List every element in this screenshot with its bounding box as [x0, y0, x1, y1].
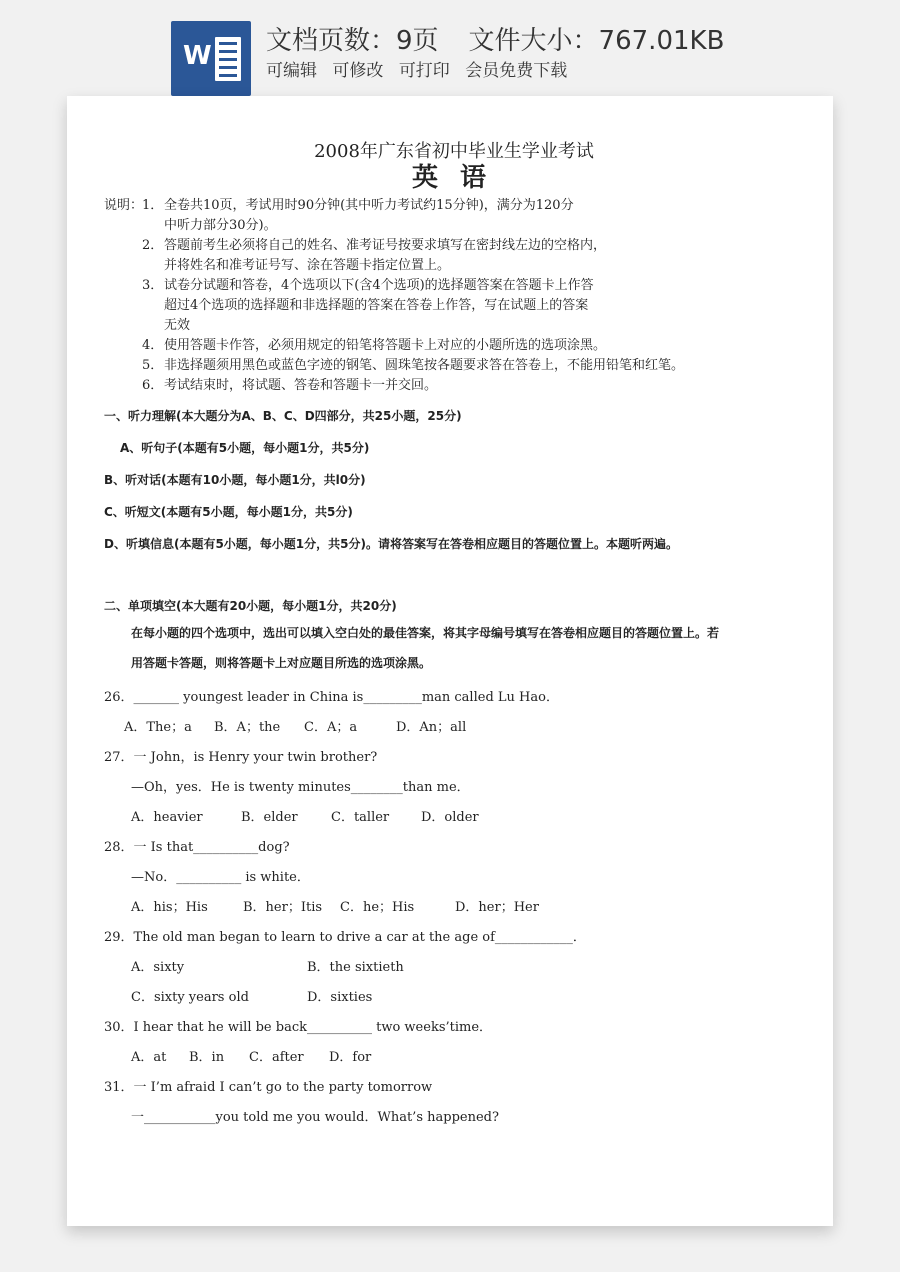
instruction-number: 4．: [142, 338, 164, 353]
instruction-text: 使用答题卡作答，必须用规定的铅笔将答题卡上对应的小题所选的选项涂黑。: [164, 338, 607, 353]
question-stem: 30．I hear that he will be back__________ two weeks’time．: [104, 1020, 493, 1035]
question-reply: —Oh，yes．He is twenty minutes________than me．: [131, 780, 470, 795]
instruction-number: 6．: [142, 378, 164, 393]
question-28: [104, 838, 804, 918]
document-lines-icon: [215, 37, 241, 81]
section-listening-c: C、听短文(本题有5小题，每小题1分，共5分): [104, 505, 353, 519]
instruction-number: 5．: [142, 358, 164, 373]
question-stem: 26．_______ youngest leader in China is_________man called Lu Hao．: [104, 690, 559, 705]
instruction-number: 1．: [142, 198, 164, 213]
exam-subject: 英语: [411, 163, 508, 193]
instruction-text: 中听力部分30分)。: [164, 218, 277, 233]
instruction-text: 答题前考生必须将自己的姓名、准考证号按要求填写在密封线左边的空格内，: [164, 238, 607, 253]
exam-title: 2008年广东省初中毕业生学业考试: [314, 141, 594, 162]
option: C．A；a: [304, 720, 358, 735]
option: C．sixty years old: [131, 990, 249, 1005]
option: D．sixties: [307, 990, 373, 1005]
option: D．An；all: [396, 720, 467, 735]
question-options: [104, 808, 804, 828]
question-26: [104, 688, 804, 738]
question-reply: 一___________you told me you would．What’s happened?: [131, 1110, 499, 1125]
instruction-text: 非选择题须用黑色或蓝色字迹的钢笔、圆珠笔按各题要求答在答卷上，不能用铅笔和红笔。: [164, 358, 685, 373]
instruction-text: 超过4个选项的选择题和非选择题的答案在答卷上作答，写在试题上的答案: [164, 298, 589, 313]
instruction-number: 2．: [142, 238, 164, 253]
option: C．he；His: [340, 900, 415, 915]
instruction-item: [104, 196, 804, 236]
option: C．after: [249, 1050, 304, 1065]
page-count: 文档页数：9页: [266, 26, 439, 56]
question-stem: 27．一 John，is Henry your twin brother?: [104, 750, 378, 765]
feature-modifiable: 可修改: [332, 61, 384, 81]
question-options: [104, 718, 804, 738]
question-29: [104, 928, 804, 1008]
feature-editable: 可编辑: [266, 61, 317, 81]
option: B．elder: [241, 810, 298, 825]
question-stem: 29．The old man began to learn to drive a car at the age of____________．: [104, 930, 586, 945]
feature-list: [266, 56, 577, 81]
question-reply: —No．__________ is white．: [131, 870, 310, 885]
instruction-item: [104, 276, 804, 336]
option: A．his；His: [131, 900, 208, 915]
option: A．The；a: [124, 720, 192, 735]
option: B．her；Itis: [243, 900, 323, 915]
instructions: [104, 196, 804, 396]
option: D．older: [421, 810, 479, 825]
instruction-text: 考试结束时，将试题、答卷和答题卡一并交回。: [164, 378, 438, 393]
section-directions: 在每小题的四个选项中，选出可以填入空白处的最佳答案，将其字母编号填写在答卷相应题目的答题位置上。若: [131, 626, 720, 640]
instruction-item: [104, 236, 804, 276]
option: A．at: [131, 1050, 167, 1065]
feature-printable: 可打印: [398, 61, 450, 81]
header-banner: [0, 0, 900, 96]
question-options: [104, 898, 804, 918]
option: D．for: [329, 1050, 372, 1065]
instructions-lead: 说明：: [104, 198, 144, 213]
section-listening-a: A、听句子(本题有5小题，每小题1分，共5分): [120, 441, 370, 455]
question-stem: 31．一 I’m afraid I can’t go to the party tomorrow: [104, 1080, 433, 1095]
question-30: [104, 1018, 804, 1068]
word-document-icon: [171, 21, 251, 96]
option: B．the sixtieth: [307, 960, 404, 975]
file-size: 文件大小：767.01KB: [468, 26, 725, 56]
instruction-item: [104, 356, 804, 376]
option: D．her；Her: [455, 900, 539, 915]
file-info: [266, 20, 724, 57]
option: A．sixty: [131, 960, 185, 975]
question-stem: 28．一 Is that__________dog?: [104, 840, 290, 855]
option: A．heavier: [131, 810, 203, 825]
section-single-choice: 二、单项填空(本大题有20小题，每小题1分，共20分): [104, 599, 397, 613]
document-content: [104, 142, 804, 1128]
document-page: [67, 96, 833, 1226]
section-listening-b: B、听对话(本题有10小题，每小题1分，共l0分): [104, 473, 366, 487]
option: B．A；the: [214, 720, 281, 735]
feature-member-download: 会员免费下载: [465, 61, 568, 81]
instruction-item: [104, 376, 804, 396]
option: B．in: [189, 1050, 225, 1065]
instruction-text: 无效: [164, 318, 191, 333]
word-logo-letter: W: [183, 41, 212, 71]
instruction-number: 3．: [142, 278, 164, 293]
section-directions: 用答题卡答题，则将答题卡上对应题目所选的选项涂黑。: [131, 656, 432, 670]
question-options: [104, 958, 804, 978]
question-31: [104, 1078, 804, 1128]
option: C．taller: [331, 810, 390, 825]
section-listening-d: D、听填信息(本题有5小题，每小题1分，共5分)。请将答案写在答卷相应题目的答题位置上。本题听两遍。: [104, 537, 678, 551]
section-listening: 一、听力理解(本大题分为A、B、C、D四部分，共25小题，25分): [104, 409, 462, 423]
question-options: [104, 1048, 804, 1068]
question-options: [104, 988, 804, 1008]
instruction-text: 并将姓名和准考证号写、涂在答题卡指定位置上。: [164, 258, 451, 273]
instruction-text: 试卷分试题和答卷，4个选项以下(含4个选项)的选择题答案在答题卡上作答: [164, 278, 594, 293]
question-27: [104, 748, 804, 828]
instruction-text: 全卷共10页，考试用时90分钟(其中听力考试约15分钟)，满分为120分: [164, 198, 574, 213]
instruction-item: [104, 336, 804, 356]
